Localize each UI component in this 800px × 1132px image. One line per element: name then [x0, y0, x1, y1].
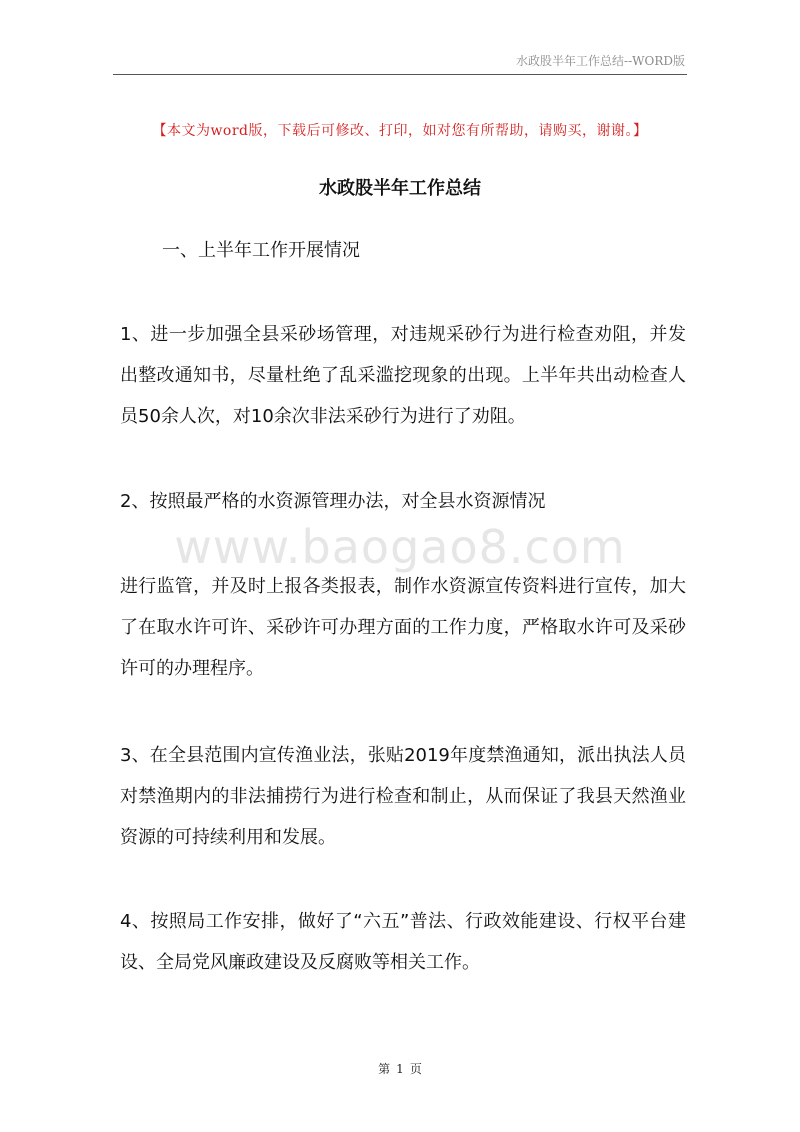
footer-prefix: 第 — [378, 1062, 391, 1076]
paragraph-2-continued: 进行监管，并及时上报各类报表，制作水资源宣传资料进行宣传，加大了在取水许可许、采砂许可办理方面的工作力度，严格取水许可及采砂许可的办理程序。 — [120, 576, 686, 679]
page-footer — [0, 1060, 800, 1077]
page-title: 水政股半年工作总结 — [319, 178, 481, 199]
section-heading: 一、上半年工作开展情况 — [162, 240, 360, 261]
purchase-notice: 【本文为word版，下载后可修改、打印，如对您有所帮助，请购买，谢谢。】 — [152, 123, 648, 139]
paragraph-4: 4、按照局工作安排，做好了“六五”普法、行政效能建设、行权平台建设、全局党风廉政建设及反腐败等相关工作。 — [120, 911, 686, 973]
page-number: 1 — [396, 1062, 404, 1076]
paragraph-2: 2、按照最严格的水资源管理办法，对全县水资源情况 — [120, 491, 546, 512]
running-header: 水政股半年工作总结--WORD版 — [516, 54, 685, 68]
paragraph-1: 1、进一步加强全县采砂场管理，对违规采砂行为进行检查劝阻，并发出整改通知书，尽量杜绝了乱采滥挖现象的出现。上半年共出动检查人员50余人次，对10余次非法采砂行为进行了劝阻。 — [120, 324, 686, 427]
watermark: www.baogao8.com — [174, 520, 626, 574]
header-divider — [113, 74, 687, 75]
paragraph-3: 3、在全县范围内宣传渔业法，张贴2019年度禁渔通知，派出执法人员对禁渔期内的非法捕捞行为进行检查和制止，从而保证了我县天然渔业资源的可持续利用和发展。 — [120, 745, 686, 848]
footer-suffix: 页 — [409, 1062, 422, 1076]
